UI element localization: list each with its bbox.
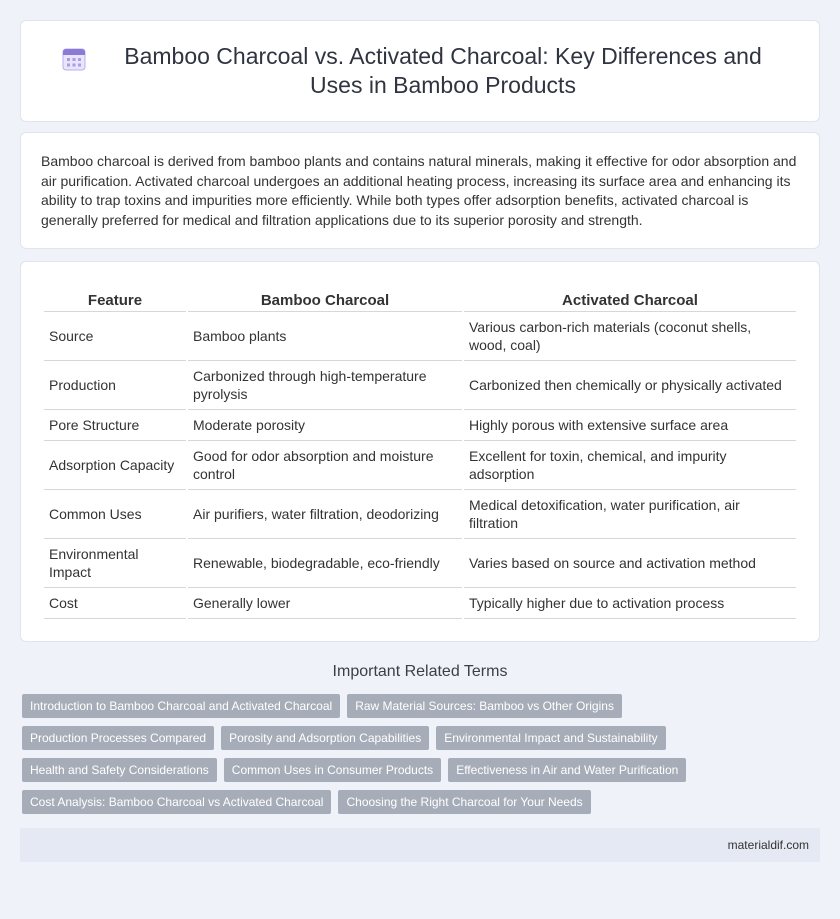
related-term-link[interactable]: Raw Material Sources: Bamboo vs Other Origins bbox=[347, 694, 622, 718]
table-cell: Pore Structure bbox=[44, 410, 186, 441]
table-cell: Various carbon-rich materials (coconut shells, wood, coal) bbox=[464, 312, 796, 361]
related-term-link[interactable]: Choosing the Right Charcoal for Your Needs bbox=[338, 790, 590, 814]
intro-paragraph: Bamboo charcoal is derived from bamboo plants and contains natural minerals, making it effective for odor absorption and air purification. Activated charcoal undergoes an additional heating process, increasing its surface area and enhancing its ability to trap toxins and impurities more efficiently. While both types offer adsorption benefits, activated charcoal is generally preferred for medical and filtration applications due to its superior porosity and strength. bbox=[41, 153, 797, 228]
comparison-table bbox=[42, 288, 798, 619]
column-header: Activated Charcoal bbox=[464, 288, 796, 312]
related-term-link[interactable]: Introduction to Bamboo Charcoal and Activated Charcoal bbox=[22, 694, 340, 718]
table-cell: Adsorption Capacity bbox=[44, 441, 186, 490]
site-domain[interactable]: materialdif.com bbox=[727, 838, 809, 852]
table-cell: Excellent for toxin, chemical, and impurity adsorption bbox=[464, 441, 796, 490]
table-row bbox=[44, 441, 796, 490]
related-term-link[interactable]: Environmental Impact and Sustainability bbox=[436, 726, 665, 750]
related-term-link[interactable]: Cost Analysis: Bamboo Charcoal vs Activated Charcoal bbox=[22, 790, 331, 814]
table-cell: Carbonized then chemically or physically activated bbox=[464, 361, 796, 410]
table-header-row bbox=[44, 288, 796, 312]
table-row bbox=[44, 410, 796, 441]
table-cell: Typically higher due to activation process bbox=[464, 588, 796, 619]
table-cell: Varies based on source and activation method bbox=[464, 539, 796, 588]
table-cell: Cost bbox=[44, 588, 186, 619]
table-row bbox=[44, 312, 796, 361]
table-cell: Moderate porosity bbox=[188, 410, 462, 441]
table-cell: Highly porous with extensive surface area bbox=[464, 410, 796, 441]
related-term-link[interactable]: Common Uses in Consumer Products bbox=[224, 758, 441, 782]
table-cell: Renewable, biodegradable, eco-friendly bbox=[188, 539, 462, 588]
table-row bbox=[44, 588, 796, 619]
intro-card bbox=[20, 132, 820, 249]
table-cell: Source bbox=[44, 312, 186, 361]
related-term-link[interactable]: Production Processes Compared bbox=[22, 726, 214, 750]
table-row bbox=[44, 490, 796, 539]
table-cell: Medical detoxification, water purification, air filtration bbox=[464, 490, 796, 539]
column-header: Bamboo Charcoal bbox=[188, 288, 462, 312]
table-cell: Air purifiers, water filtration, deodorizing bbox=[188, 490, 462, 539]
table-cell: Good for odor absorption and moisture control bbox=[188, 441, 462, 490]
title-card bbox=[20, 20, 820, 122]
table-row bbox=[44, 539, 796, 588]
calendar-grid-icon bbox=[61, 46, 87, 72]
table-row bbox=[44, 361, 796, 410]
related-terms-heading: Important Related Terms bbox=[332, 663, 508, 680]
table-cell: Carbonized through high-temperature pyrolysis bbox=[188, 361, 462, 410]
page-title: Bamboo Charcoal vs. Activated Charcoal: Key Differences and Uses in Bamboo Products bbox=[124, 43, 762, 98]
related-terms-list bbox=[22, 694, 818, 814]
column-header: Feature bbox=[44, 288, 186, 312]
table-cell: Bamboo plants bbox=[188, 312, 462, 361]
title-wrap bbox=[61, 42, 779, 100]
related-term-link[interactable]: Health and Safety Considerations bbox=[22, 758, 217, 782]
table-cell: Common Uses bbox=[44, 490, 186, 539]
related-term-link[interactable]: Porosity and Adsorption Capabilities bbox=[221, 726, 429, 750]
table-cell: Generally lower bbox=[188, 588, 462, 619]
footer bbox=[20, 828, 820, 862]
comparison-table-card bbox=[20, 261, 820, 642]
table-cell: Environmental Impact bbox=[44, 539, 186, 588]
table-cell: Production bbox=[44, 361, 186, 410]
related-term-link[interactable]: Effectiveness in Air and Water Purification bbox=[448, 758, 686, 782]
